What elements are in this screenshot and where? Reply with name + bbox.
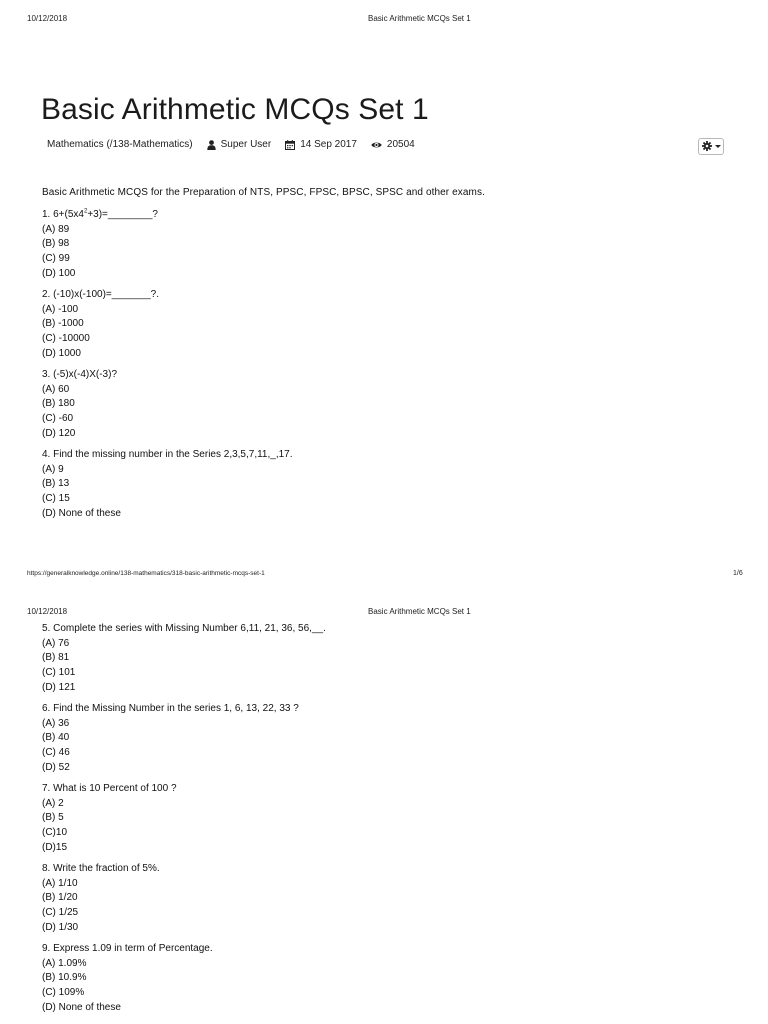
question-text: 9. Express 1.09 in term of Percentage. bbox=[42, 943, 213, 954]
question-block bbox=[42, 208, 158, 282]
answer-option: (B) 13 bbox=[42, 478, 70, 490]
question-text: 4. Find the missing number in the Series 2,3,5,7,11,_,17. bbox=[42, 449, 293, 460]
answer-option: (A) 1.09% bbox=[42, 957, 87, 969]
answer-option: (B) 1/20 bbox=[42, 892, 78, 904]
print-header bbox=[0, 14, 768, 28]
answer-option: (B) 40 bbox=[42, 732, 70, 744]
question-block bbox=[42, 702, 299, 776]
chevron-down-icon bbox=[715, 145, 721, 148]
question-text: 1. $6+(5x4^2+3)=\_\_\_\_\_\_\_\_$? bbox=[42, 208, 158, 220]
question-block bbox=[42, 782, 177, 856]
print-date: 10/12/2018 bbox=[27, 14, 68, 23]
answer-option: (C)10 bbox=[42, 827, 68, 839]
question-text: 6. Find the Missing Number in the series 1, 6, 13, 22, 33 ? bbox=[42, 703, 299, 714]
hit-count: 20504 bbox=[386, 139, 415, 150]
answer-option: (C) 15 bbox=[42, 493, 70, 505]
answer-option: (B) 98 bbox=[42, 238, 70, 250]
print-url: https://generalknowledge.online/138-mathematics/318-basic-arithmetic-mcqs-set-1 bbox=[27, 570, 265, 577]
answer-option: (D)15 bbox=[42, 841, 68, 853]
answer-option: (D) None of these bbox=[42, 507, 121, 519]
answer-option: (A) 9 bbox=[42, 463, 64, 475]
answer-option: (B) 10.9% bbox=[42, 972, 87, 984]
author-name: Super User bbox=[220, 139, 272, 150]
answer-option: (C) 1/25 bbox=[42, 907, 79, 919]
print-header bbox=[0, 607, 768, 621]
answer-option: (D) 52 bbox=[42, 761, 70, 773]
article-meta bbox=[47, 139, 415, 150]
answer-option: (A) 60 bbox=[42, 383, 70, 395]
question-text: 3. (-5)x(-4)X(-3)? bbox=[42, 369, 118, 380]
question-block bbox=[42, 942, 213, 1016]
answer-option: (C) -60 bbox=[42, 413, 74, 425]
answer-option: (A) 2 bbox=[42, 797, 64, 809]
gear-icon bbox=[702, 138, 712, 156]
answer-option: (A) 76 bbox=[42, 637, 70, 649]
calendar-icon bbox=[285, 140, 295, 150]
question-block bbox=[42, 368, 117, 442]
question-text: 2. (-10)x(-100)=_______?. bbox=[42, 289, 160, 300]
answer-option: (B) -1000 bbox=[42, 318, 84, 330]
print-footer bbox=[0, 570, 768, 582]
answer-option: (A) 89 bbox=[42, 223, 70, 235]
answer-option: (D) 120 bbox=[42, 427, 76, 439]
user-icon bbox=[207, 140, 216, 150]
answer-option: (C) -10000 bbox=[42, 333, 90, 345]
answer-option: (C) 109% bbox=[42, 987, 85, 999]
question-text: 8. Write the fraction of 5%. bbox=[42, 863, 160, 874]
answer-option: (A) 36 bbox=[42, 717, 70, 729]
answer-option: (D) None of these bbox=[42, 1001, 121, 1013]
question-block bbox=[42, 622, 326, 696]
answer-option: (D) 1/30 bbox=[42, 921, 79, 933]
article-intro: Basic Arithmetic MCQS for the Preparation of NTS, PPSC, FPSC, BPSC, SPSC and other exams. bbox=[42, 187, 485, 198]
answer-option: (C) 46 bbox=[42, 747, 70, 759]
answer-option: (D) 100 bbox=[42, 267, 76, 279]
answer-option: (B) 81 bbox=[42, 652, 70, 664]
question-block bbox=[42, 288, 159, 362]
eye-icon bbox=[371, 141, 382, 149]
question-text: 5. Complete the series with Missing Number 6,11, 21, 36, 56,__. bbox=[42, 623, 326, 634]
answer-option: (B) 5 bbox=[42, 812, 64, 824]
article-tools-button[interactable] bbox=[698, 138, 724, 155]
question-block bbox=[42, 448, 293, 522]
answer-option: (A) 1/10 bbox=[42, 877, 78, 889]
answer-option: (D) 1000 bbox=[42, 347, 81, 359]
question-text: 7. What is 10 Percent of 100 ? bbox=[42, 783, 177, 794]
page-title: Basic Arithmetic MCQs Set 1 bbox=[41, 93, 429, 126]
answer-option: (D) 121 bbox=[42, 681, 76, 693]
category-link[interactable]: Mathematics (/138-Mathematics) bbox=[47, 139, 193, 150]
print-page-title: Basic Arithmetic MCQs Set 1 bbox=[368, 14, 471, 23]
print-date: 10/12/2018 bbox=[27, 607, 68, 616]
answer-option: (C) 101 bbox=[42, 667, 76, 679]
print-page-number: 1/6 bbox=[733, 570, 743, 577]
question-block bbox=[42, 862, 160, 936]
answer-option: (C) 99 bbox=[42, 253, 70, 265]
print-page-title: Basic Arithmetic MCQs Set 1 bbox=[368, 607, 471, 616]
answer-option: (A) -100 bbox=[42, 303, 79, 315]
publish-date: 14 Sep 2017 bbox=[300, 139, 357, 150]
answer-option: (B) 180 bbox=[42, 398, 75, 410]
